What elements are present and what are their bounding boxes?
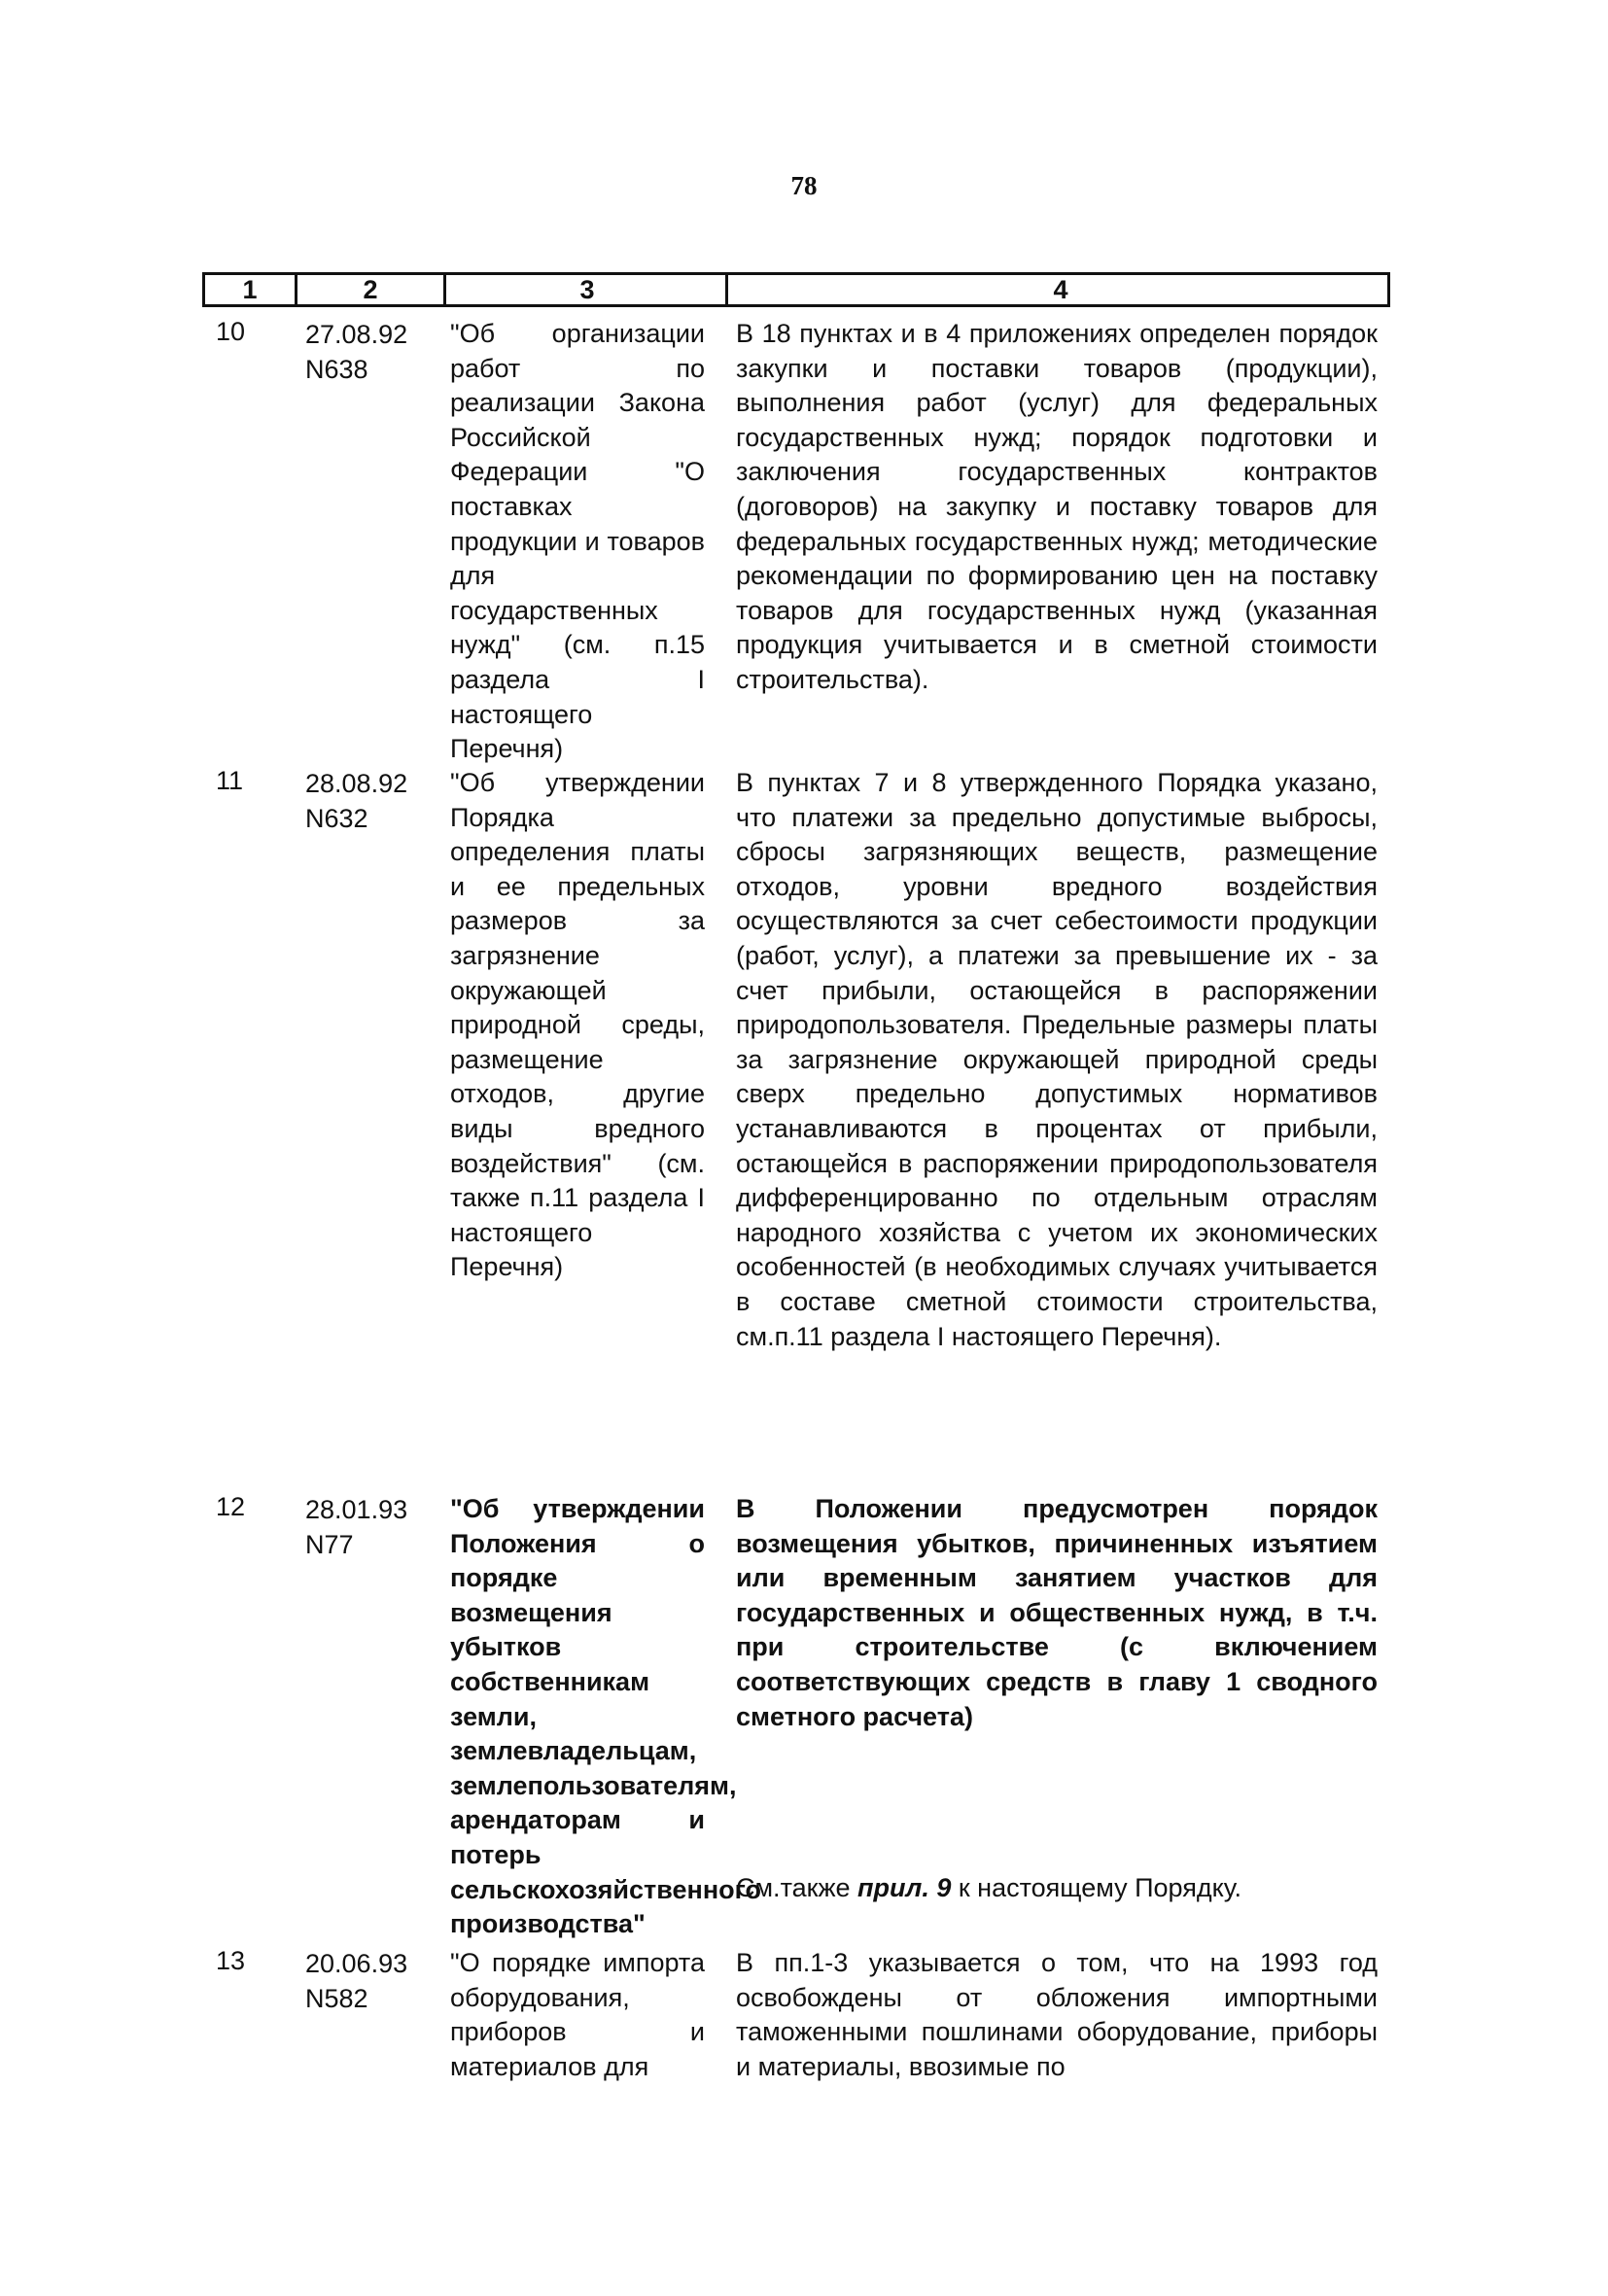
header-col-2: 2 <box>295 275 443 304</box>
row-description: В 18 пунктах и в 4 приложениях определен порядок закупки и поставки товаров (продукции), выполнения работ (услуг) для федеральных государственных нужд; порядок подготовки и заключения государственных контрактов (договоров) на закупку и поставку товаров для федеральных государственных нужд; методические рекомендации по формированию цен на поставку товаров для государственных нужд (указанная продукция учитывается и в сметной стоимости строительства). <box>736 319 1378 694</box>
row-doc-number: N638 <box>305 355 368 384</box>
note-suffix: к настоящему Порядку. <box>951 1873 1242 1902</box>
row-date-value: 27.08.92 <box>305 320 408 349</box>
row-note <box>736 1871 1378 1905</box>
row-number: 13 <box>216 1946 246 1975</box>
row-date-value: 28.08.92 <box>305 769 408 798</box>
header-col-3: 3 <box>443 275 728 304</box>
row-doc-number: N77 <box>305 1530 354 1559</box>
page-number: 78 <box>790 171 818 200</box>
row-number: 10 <box>216 317 246 346</box>
header-col-1: 1 <box>242 275 258 304</box>
row-title: "Об утверждении Положения о порядке возмещения убытков собственникам земли, землевладельцам, землепользователям, арендаторам и потерь сельскохозяйственного производства" <box>450 1494 762 1939</box>
row-title: "Об утверждении Порядка определения платы и ее предельных размеров за загрязнение окружающей природной среды, размещение отходов, другие виды вредного воздействия" (см. также п.11 раздела I настоящего Перечня) <box>450 768 705 1282</box>
row-description: В пунктах 7 и 8 утвержденного Порядка указано, что платежи за предельно допустимые выбросы, сбросы загрязняющих веществ, размещение отходов, уровни вредного воздействия осуществляются за счет себестоимости продукции (работ, услуг), а платежи за превышение их - за счет прибыли, остающейся в распоряжении природопользователя. Предельные размеры платы за загрязнение окружающей природной среды сверх предельно допустимых нормативов устанавливаются в процентах от прибыли, остающейся в распоряжении природопользователя дифференцированно по отдельным отраслям народного хозяйства с учетом их экономических особенностей (в необходимых случаях учитывается в составе сметной стоимости строительства, см.п.11 раздела I настоящего Перечня). <box>736 768 1378 1351</box>
header-col-4: 4 <box>725 275 1393 304</box>
row-number: 12 <box>216 1492 246 1521</box>
row-number: 11 <box>216 766 244 795</box>
note-appendix-ref: прил. 9 <box>857 1873 952 1902</box>
note-prefix: См.также <box>736 1873 858 1902</box>
row-date <box>305 766 432 836</box>
row-title: "Об организации работ по реализации Закона Российской Федерации "О поставках продукции и товаров для государственных нужд" (см. п.15 раздела I настоящего Перечня) <box>450 319 705 764</box>
row-doc-number: N632 <box>305 804 368 833</box>
table-header <box>202 272 1390 307</box>
row-description: В Положении предусмотрен порядок возмещения убытков, причиненных изъятием или временным занятием участков для государственных и общественных нужд, в т.ч. при строительстве (с включением соответствующих средств в главу 1 сводного сметного расчета) <box>736 1494 1378 1731</box>
row-date <box>305 1492 432 1562</box>
row-date-value: 20.06.93 <box>305 1949 408 1978</box>
row-title: "О порядке импорта оборудования, приборов и материалов для <box>450 1948 705 2081</box>
row-doc-number: N582 <box>305 1984 368 2013</box>
row-date-value: 28.01.93 <box>305 1495 408 1524</box>
row-date <box>305 1946 432 2016</box>
row-description: В пп.1-3 указывается о том, что на 1993 год освобождены от обложения импортными таможенными пошлинами оборудование, приборы и материалы, ввозимые по <box>736 1948 1378 2081</box>
row-date <box>305 317 432 387</box>
